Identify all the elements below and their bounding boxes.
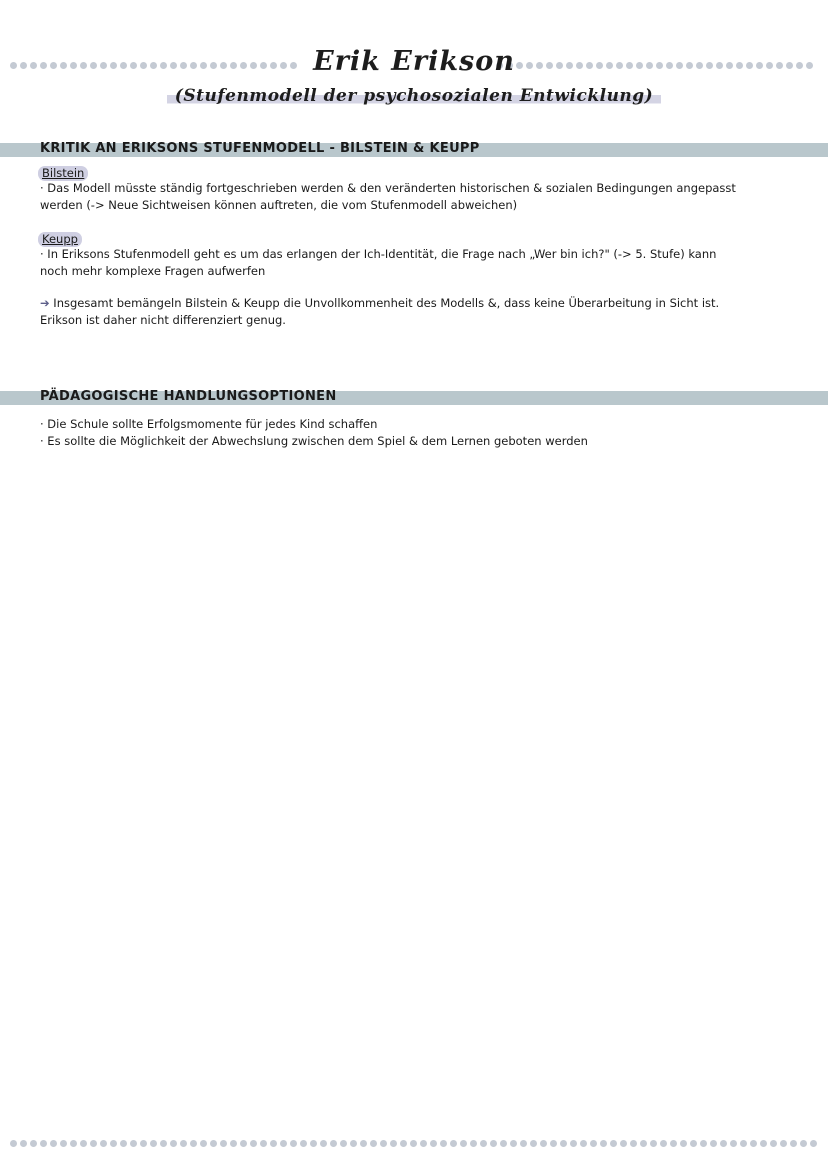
dot-icon xyxy=(560,1140,567,1147)
dot-icon xyxy=(260,1140,267,1147)
paragraph-line xyxy=(40,295,800,312)
section-heading-paedagogisch: PÄDAGOGISCHE HANDLUNGSOPTIONEN xyxy=(40,389,337,404)
dot-icon xyxy=(270,1140,277,1147)
dot-icon xyxy=(220,1140,227,1147)
dot-icon xyxy=(140,1140,147,1147)
dot-icon xyxy=(380,1140,387,1147)
dot-icon xyxy=(690,1140,697,1147)
dot-icon xyxy=(790,1140,797,1147)
dot-icon xyxy=(100,1140,107,1147)
dot-icon xyxy=(720,1140,727,1147)
dot-icon xyxy=(300,1140,307,1147)
dot-icon xyxy=(530,1140,537,1147)
dot-icon xyxy=(190,1140,197,1147)
dot-icon xyxy=(610,1140,617,1147)
dot-icon xyxy=(320,1140,327,1147)
bullet-item: · Es sollte die Möglichkeit der Abwechslung zwischen dem Spiel & dem Lernen geboten werden xyxy=(40,434,588,448)
dot-icon xyxy=(290,1140,297,1147)
conclusion-paragraph xyxy=(40,295,800,329)
dot-icon xyxy=(490,1140,497,1147)
dot-icon xyxy=(430,1140,437,1147)
dot-icon xyxy=(90,1140,97,1147)
dot-icon xyxy=(640,1140,647,1147)
dot-icon xyxy=(450,1140,457,1147)
paragraph-line: noch mehr komplexe Fragen aufwerfen xyxy=(40,264,266,278)
dot-icon xyxy=(340,1140,347,1147)
dot-icon xyxy=(630,1140,637,1147)
dot-icon xyxy=(210,1140,217,1147)
dot-icon xyxy=(540,1140,547,1147)
dot-icon xyxy=(590,1140,597,1147)
dot-icon xyxy=(150,1140,157,1147)
dot-icon xyxy=(160,1140,167,1147)
paragraph-line: · Das Modell müsste ständig fortgeschrieben werden & den veränderten historischen & sozialen Bedingungen angepasst xyxy=(40,181,736,195)
dot-icon xyxy=(710,1140,717,1147)
label-bilstein: Bilstein xyxy=(38,166,88,181)
arrow-right-icon: ➔ xyxy=(40,296,50,310)
dot-icon xyxy=(420,1140,427,1147)
dot-icon xyxy=(280,1140,287,1147)
bottom-dotted-rule xyxy=(10,1138,818,1148)
dot-icon xyxy=(750,1140,757,1147)
dot-icon xyxy=(360,1140,367,1147)
dot-icon xyxy=(60,1140,67,1147)
dot-icon xyxy=(80,1140,87,1147)
dot-icon xyxy=(670,1140,677,1147)
dot-icon xyxy=(70,1140,77,1147)
dot-icon xyxy=(10,1140,17,1147)
dot-icon xyxy=(20,1140,27,1147)
paragraph-options xyxy=(40,416,800,450)
dot-icon xyxy=(810,1140,817,1147)
paragraph-line: werden (-> Neue Sichtweisen können auftreten, die vom Stufenmodell abweichen) xyxy=(40,198,518,212)
page-title: Erik Erikson xyxy=(313,46,515,77)
paragraph-line: Erikson ist daher nicht differenziert genug. xyxy=(40,313,286,327)
dot-icon xyxy=(770,1140,777,1147)
dot-icon xyxy=(40,1140,47,1147)
dot-icon xyxy=(480,1140,487,1147)
dot-icon xyxy=(110,1140,117,1147)
dot-icon xyxy=(580,1140,587,1147)
paragraph-bilstein xyxy=(40,180,800,214)
dot-icon xyxy=(170,1140,177,1147)
dot-icon xyxy=(390,1140,397,1147)
dot-icon xyxy=(50,1140,57,1147)
dot-icon xyxy=(240,1140,247,1147)
dot-icon xyxy=(620,1140,627,1147)
dot-icon xyxy=(500,1140,507,1147)
dot-icon xyxy=(680,1140,687,1147)
dot-icon xyxy=(510,1140,517,1147)
dot-icon xyxy=(130,1140,137,1147)
dot-icon xyxy=(120,1140,127,1147)
dot-icon xyxy=(350,1140,357,1147)
section-heading-kritik: KRITIK AN ERIKSONS STUFENMODELL - BILSTEIN & KEUPP xyxy=(40,141,480,156)
page-subtitle: (Stufenmodell der psychosozialen Entwicklung) xyxy=(167,86,661,106)
dot-icon xyxy=(250,1140,257,1147)
dot-icon xyxy=(370,1140,377,1147)
paragraph-line: · In Eriksons Stufenmodell geht es um das erlangen der Ich-Identität, die Frage nach „Wer bin ich?" (-> 5. Stufe) kann xyxy=(40,247,717,261)
subtitle-wrapper xyxy=(0,86,828,106)
dot-icon xyxy=(780,1140,787,1147)
dot-icon xyxy=(230,1140,237,1147)
dot-icon xyxy=(760,1140,767,1147)
dot-icon xyxy=(200,1140,207,1147)
dot-icon xyxy=(410,1140,417,1147)
dot-icon xyxy=(730,1140,737,1147)
dot-icon xyxy=(460,1140,467,1147)
dot-icon xyxy=(330,1140,337,1147)
dot-icon xyxy=(570,1140,577,1147)
dot-icon xyxy=(180,1140,187,1147)
paragraph-keupp xyxy=(40,246,800,280)
dot-icon xyxy=(520,1140,527,1147)
dot-icon xyxy=(800,1140,807,1147)
dot-icon xyxy=(660,1140,667,1147)
label-keupp: Keupp xyxy=(38,232,82,247)
dot-icon xyxy=(400,1140,407,1147)
dot-icon xyxy=(740,1140,747,1147)
dot-icon xyxy=(550,1140,557,1147)
dot-icon xyxy=(700,1140,707,1147)
dot-icon xyxy=(30,1140,37,1147)
conclusion-text: Insgesamt bemängeln Bilstein & Keupp die Unvollkommenheit des Modells &, dass keine Überarbeitung in Sicht ist. xyxy=(53,296,720,310)
dot-icon xyxy=(650,1140,657,1147)
dot-icon xyxy=(600,1140,607,1147)
dot-icon xyxy=(470,1140,477,1147)
dot-icon xyxy=(440,1140,447,1147)
bullet-item: · Die Schule sollte Erfolgsmomente für jedes Kind schaffen xyxy=(40,417,378,431)
dot-icon xyxy=(310,1140,317,1147)
